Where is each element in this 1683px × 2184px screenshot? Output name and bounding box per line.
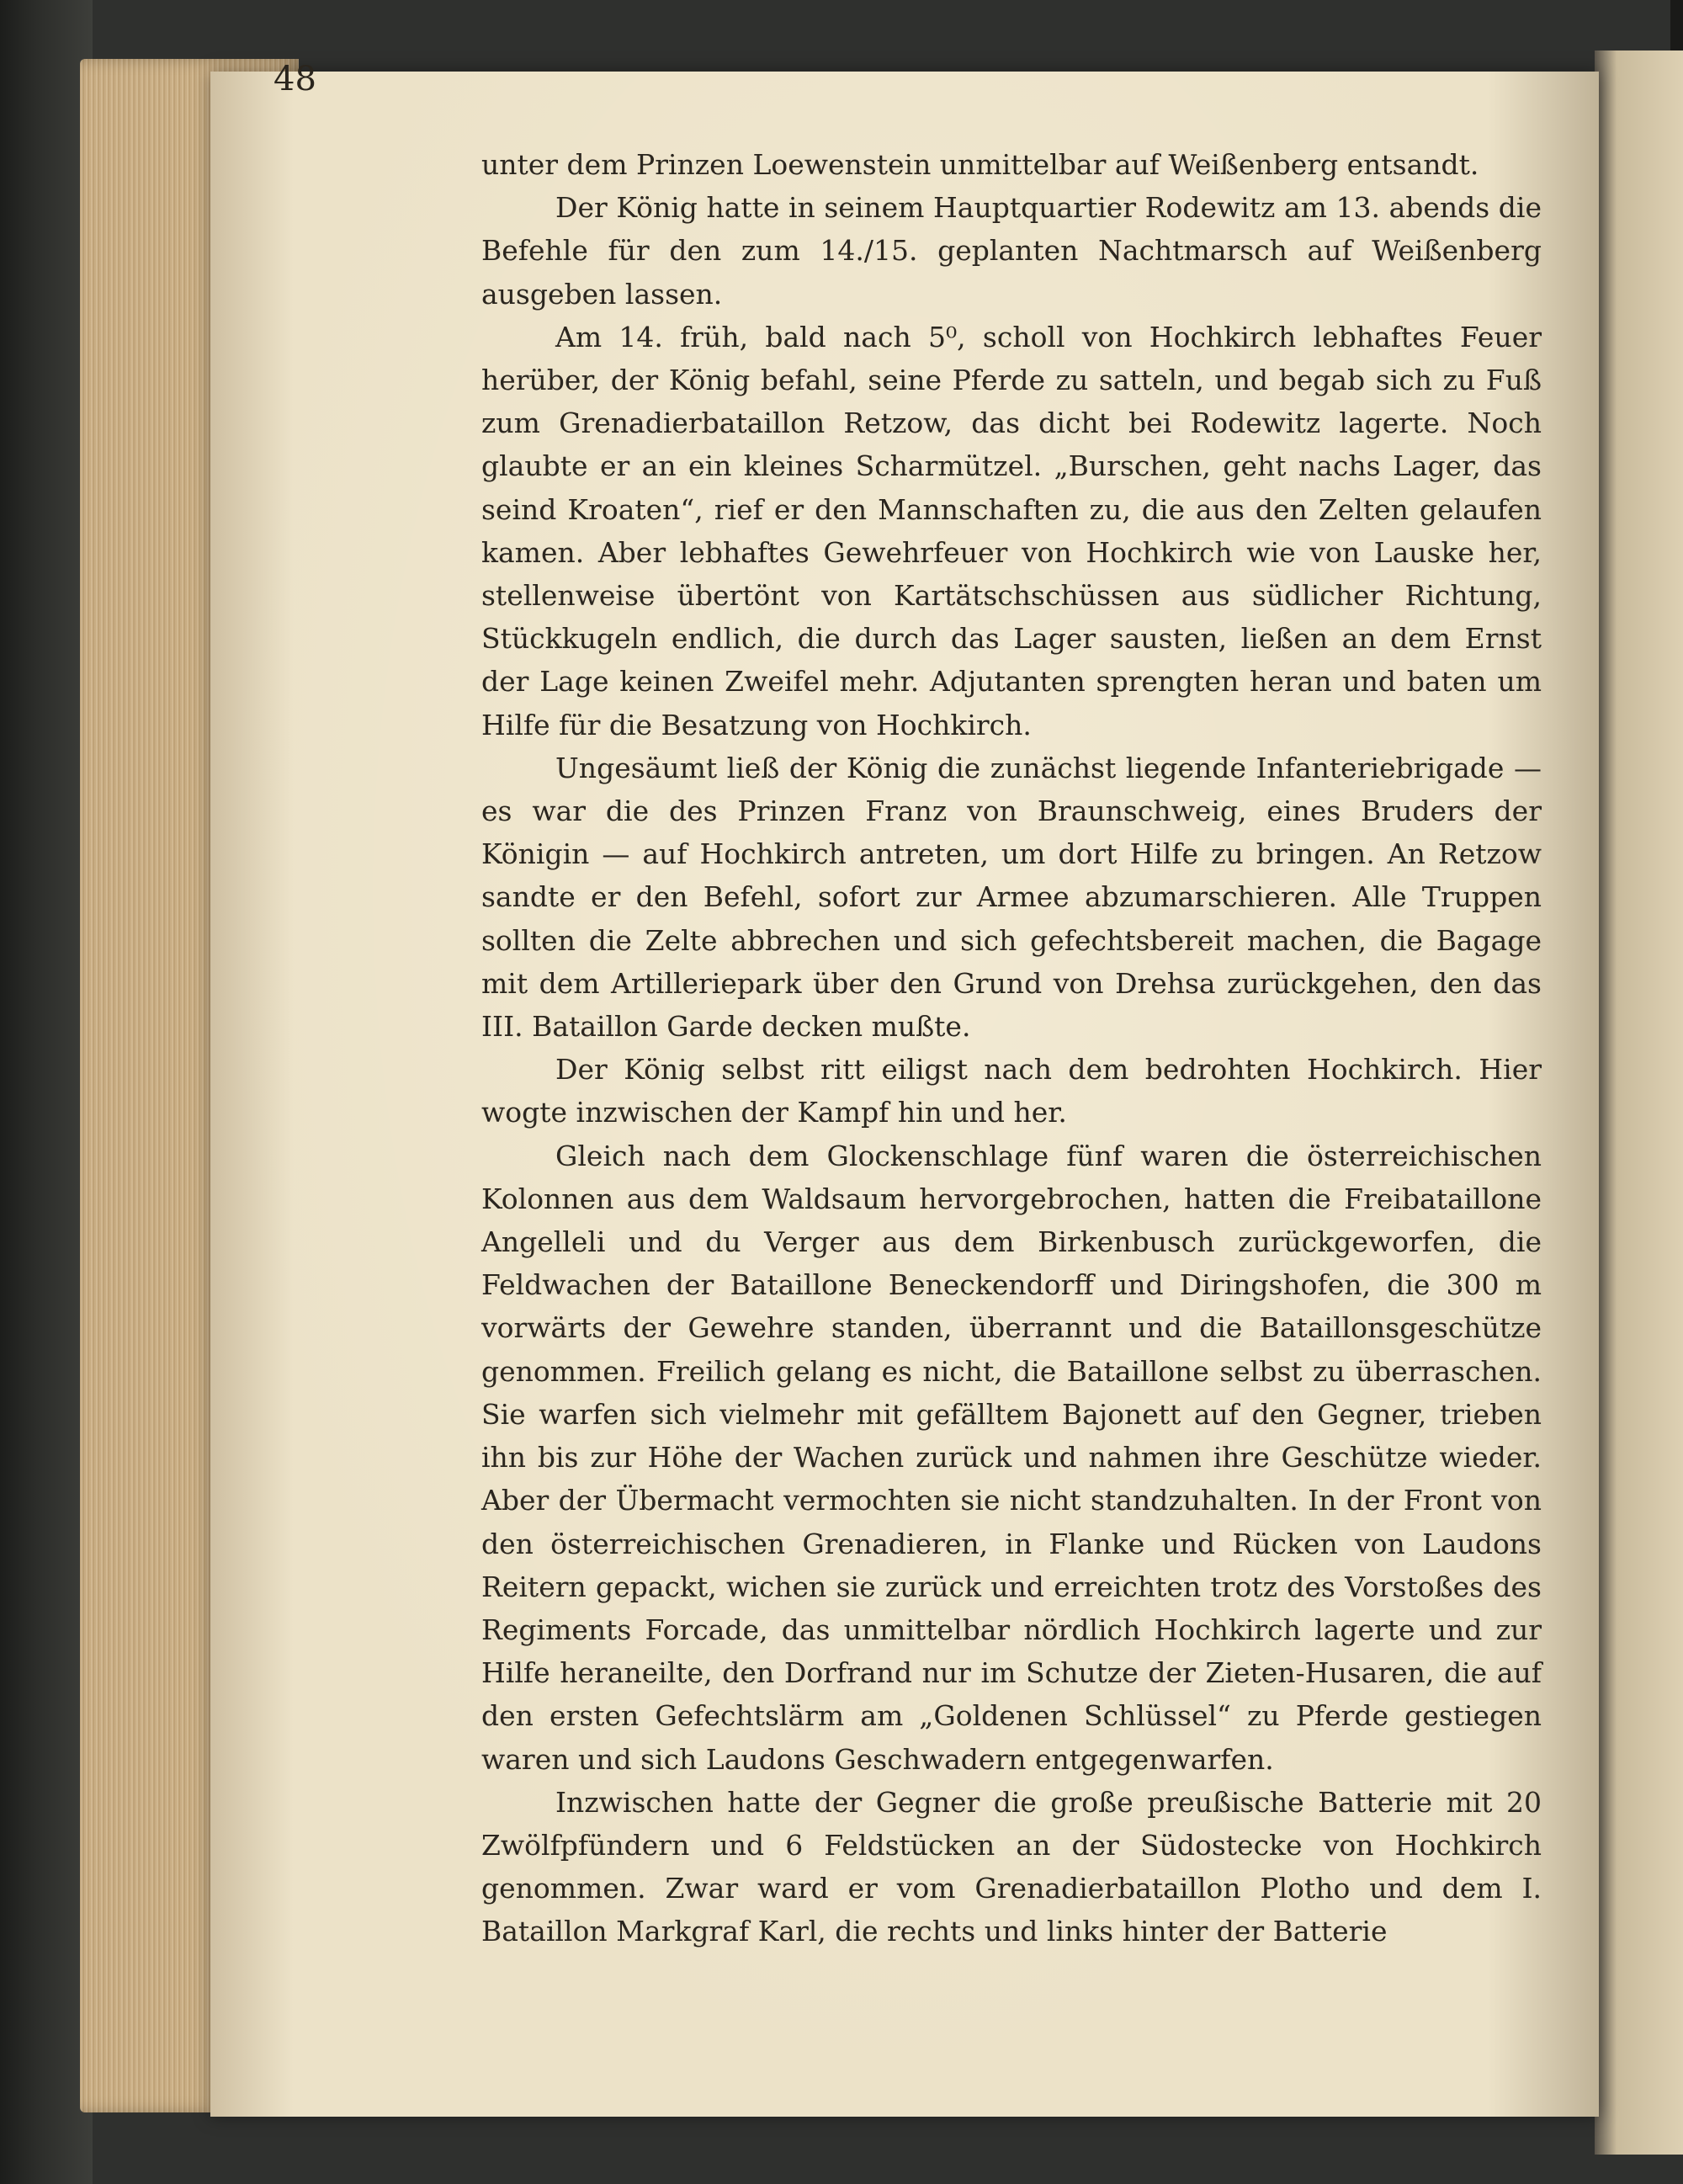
page-number: 48	[273, 60, 316, 98]
paragraph: Gleich nach dem Glockenschlage fünf waren die österreichischen Kolonnen aus dem Waldsaum hervorgebrochen, hatten die Freibataillone Angelleli und du Verger aus dem Birkenbusch zurückgeworfen, die Feldwachen der Bataillone Beneckendorff und Diringshofen, die 300 m vorwärts der Gewehre standen, überrannt und die Bataillonsgeschütze genommen. Freilich gelang es nicht, die Bataillone selbst zu überraschen. Sie warfen sich vielmehr mit gefälltem Bajonett auf den Gegner, trieben ihn bis zur Höhe der Wachen zurück und nahmen ihre Geschütze wieder. Aber der Übermacht vermochten sie nicht standzuhalten. In der Front von den österreichischen Grenadieren, in Flanke und Rücken von Laudons Reitern gepackt, wichen sie zurück und erreichten trotz des Vorstoßes des Regiments Forcade, das unmittelbar nördlich Hochkirch lagerte und zur Hilfe heraneilte, den Dorfrand nur im Schutze der Zieten-Husaren, die auf den ersten Gefechtslärm am „Goldenen Schlüssel“ zu Pferde gestiegen waren und sich Laudons Geschwadern entgegenwarfen.	[481, 1139, 1542, 1776]
facing-page-edge	[1595, 50, 1683, 2155]
paragraph: Der König selbst ritt eiligst nach dem bedrohten Hochkirch. Hier wogte inzwischen der Kampf hin und her.	[481, 1053, 1542, 1129]
paragraph: Ungesäumt ließ der König die zunächst liegende Infanteriebrigade — es war die des Prinzen Franz von Braunschweig, eines Bruders der Königin — auf Hochkirch antreten, um dort Hilfe zu bringen. An Retzow sandte er den Befehl, sofort zur Armee abzumarschieren. Alle Truppen sollten die Zelte abbrechen und sich gefechtsbereit machen, die Bagage mit dem Artilleriepark über den Grund von Drehsa zurückgehen, den das III. Bataillon Garde decken mußte.	[481, 751, 1542, 1044]
paragraph: unter dem Prinzen Loewenstein unmittelbar auf Weißenberg entsandt.	[481, 148, 1479, 181]
binding-strip	[1670, 0, 1683, 50]
book-cover	[0, 0, 93, 2184]
paragraph: Der König hatte in seinem Hauptquartier Rodewitz am 13. abends die Befehle für den zum 14./15. geplanten Nachtmarsch auf Weißenberg ausgeben lassen.	[481, 191, 1542, 311]
body-text	[481, 143, 1542, 1953]
paragraph: Inzwischen hatte der Gegner die große preußische Batterie mit 20 Zwölfpfündern und 6 Feldstücken an der Südostecke von Hochkirch genommen. Zwar ward er vom Grenadierbataillon Plotho und dem I. Bataillon Markgraf Karl, die rechts und links hinter der Batterie	[481, 1785, 1542, 1948]
paragraph: Am 14. früh, bald nach 5⁰, scholl von Hochkirch lebhaftes Feuer herüber, der König befahl, seine Pferde zu satteln, und begab sich zu Fuß zum Grenadierbataillon Retzow, das dicht bei Rodewitz lagerte. Noch glaubte er an ein kleines Scharmützel. „Burschen, geht nachs Lager, das seind Kroaten“, rief er den Mannschaften zu, die aus den Zelten gelaufen kamen. Aber lebhaftes Gewehrfeuer von Hochkirch wie von Lauske her, stellenweise übertönt von Kartätschschüssen aus südlicher Richtung, Stückkugeln endlich, die durch das Lager sausten, ließen an dem Ernst der Lage keinen Zweifel mehr. Adjutanten sprengten heran und baten um Hilfe für die Besatzung von Hochkirch.	[481, 320, 1542, 741]
